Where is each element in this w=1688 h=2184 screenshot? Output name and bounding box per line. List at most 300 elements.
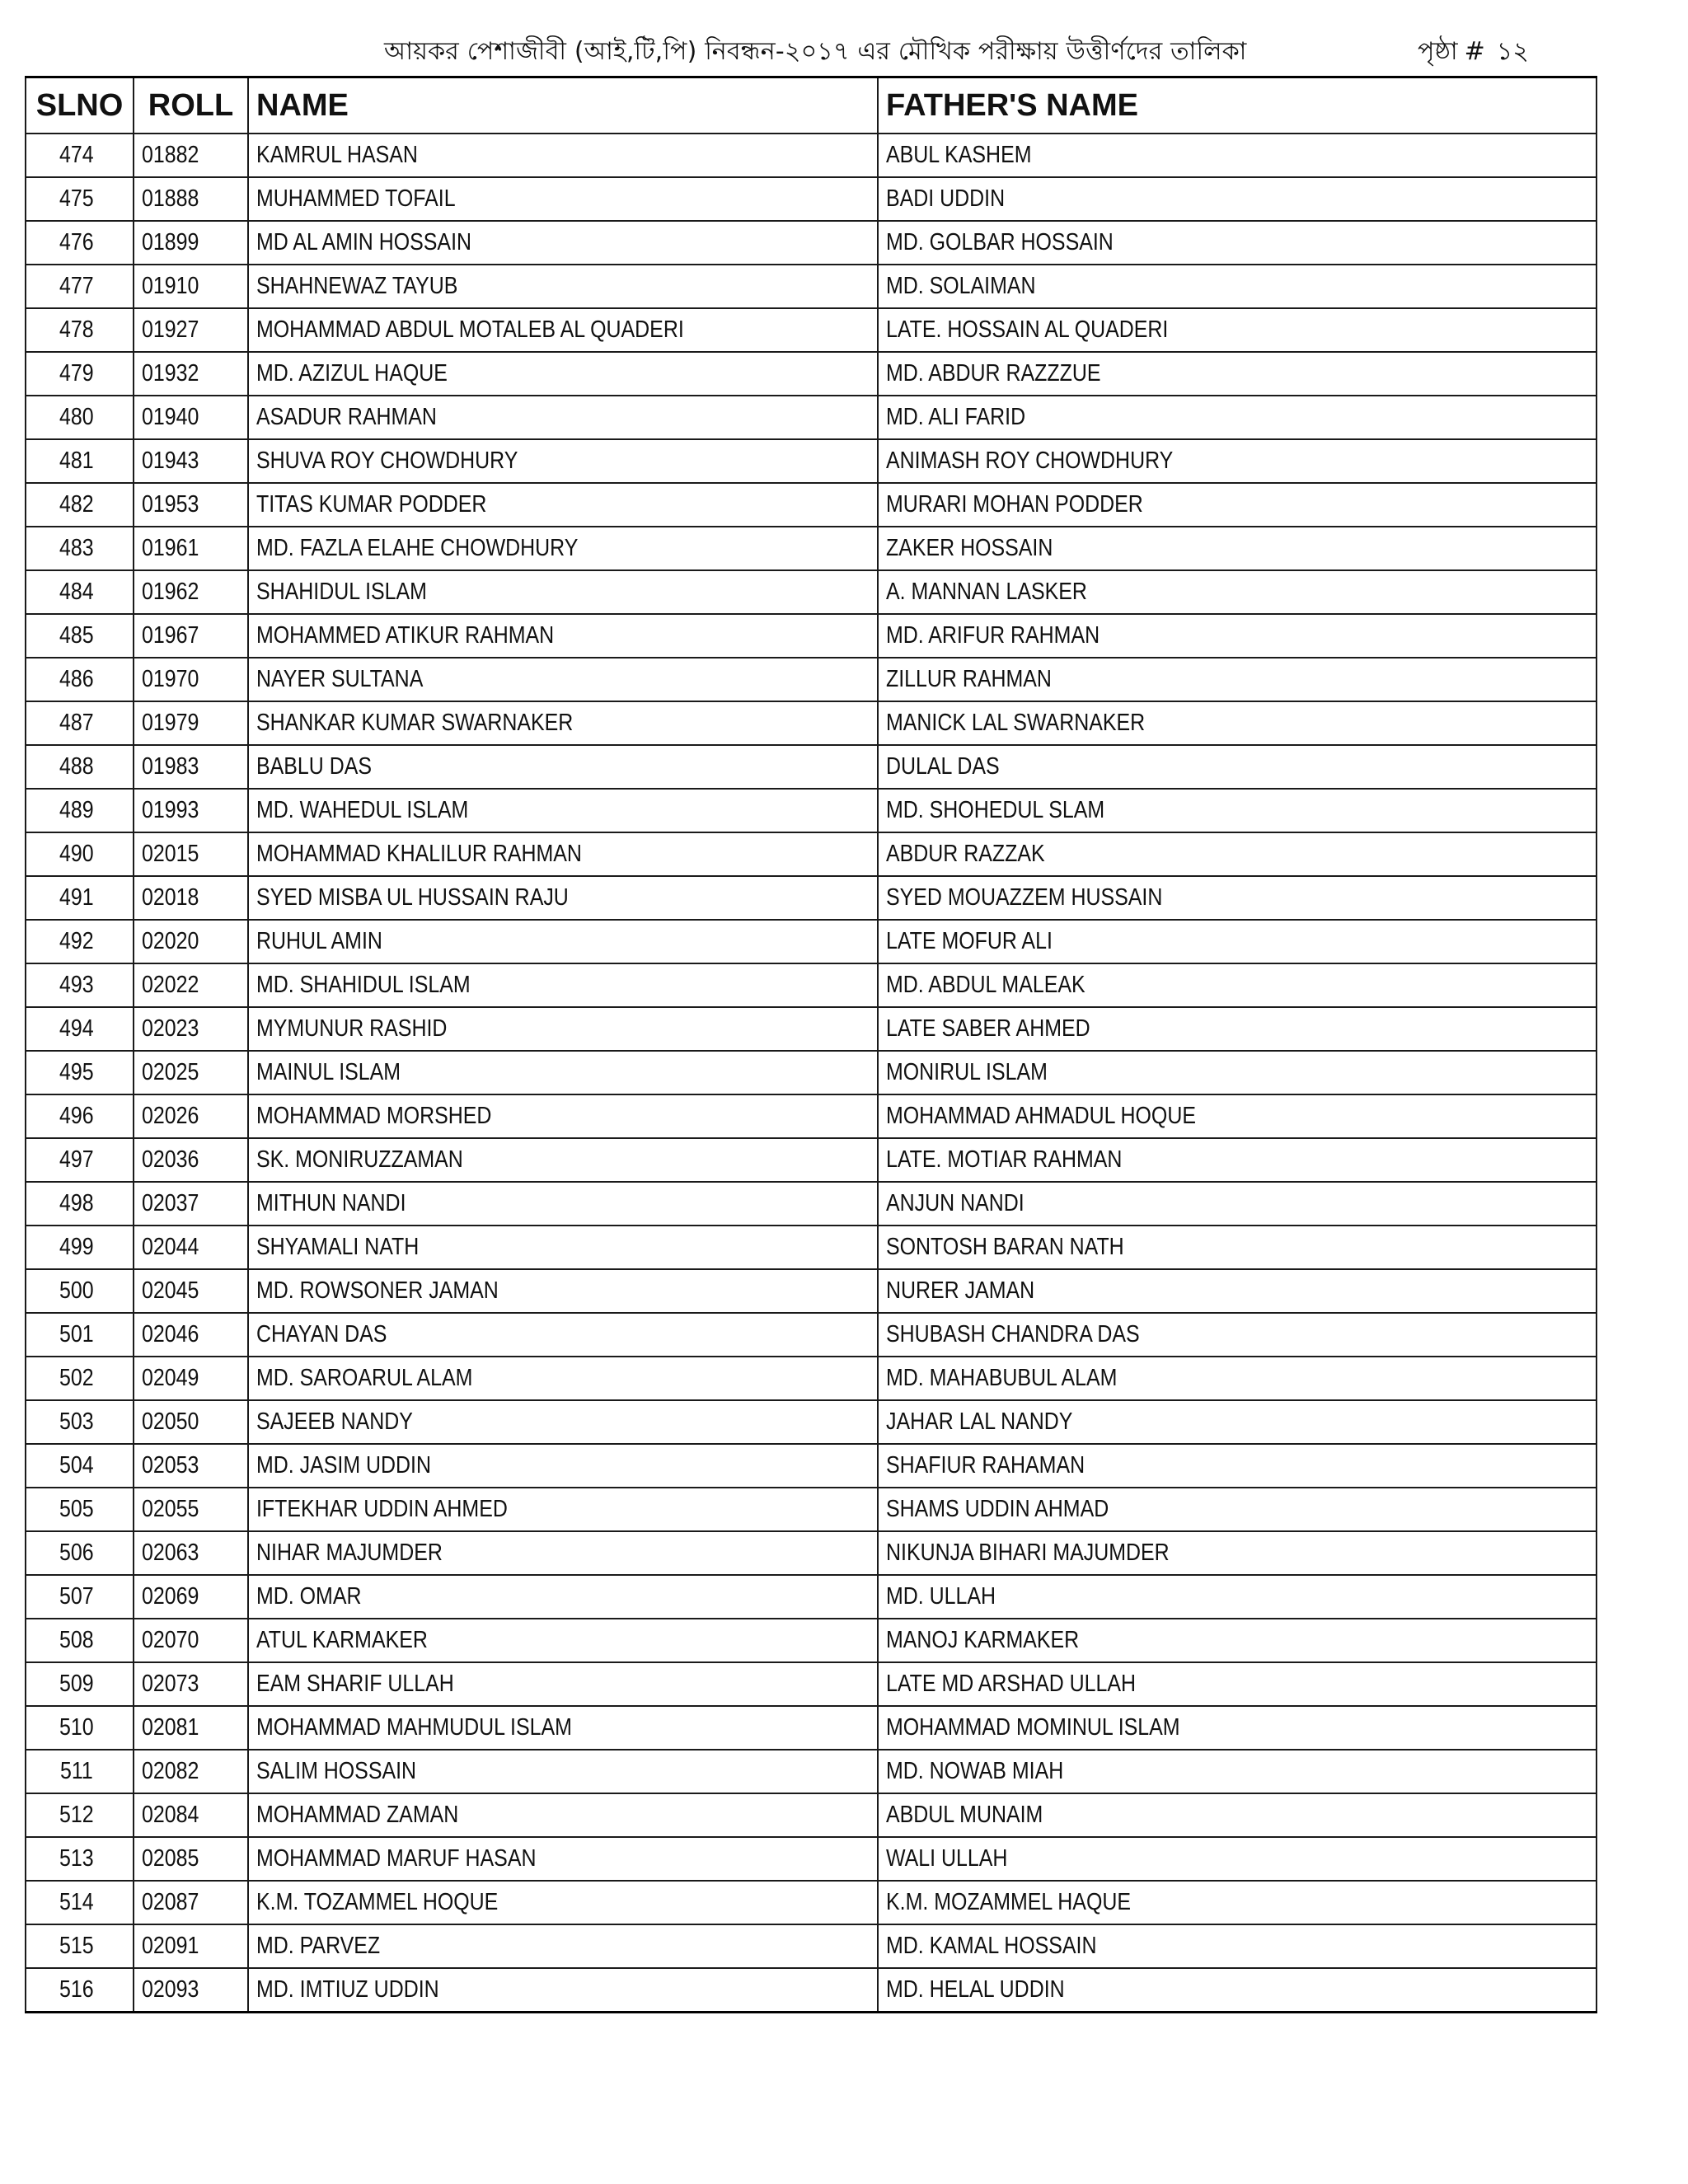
cell-fathers-name [878,963,1597,1007]
cell-fathers-name-text: MD. SHOHEDUL SLAM [886,797,1105,823]
page-number [1418,31,1529,73]
cell-slno-text: 509 [59,1671,94,1697]
cell-slno-text: 489 [59,797,94,823]
results-table [25,76,1597,2013]
cell-slno [26,1400,134,1444]
cell-roll [134,527,248,570]
cell-fathers-name [878,134,1597,177]
cell-roll-text: 02020 [142,928,199,954]
cell-roll [134,614,248,658]
cell-roll [134,352,248,396]
cell-roll-text: 01953 [142,491,199,518]
cell-slno [26,1531,134,1575]
cell-fathers-name-text: MONIRUL ISLAM [886,1059,1048,1085]
cell-name [248,658,878,701]
cell-fathers-name [878,1968,1597,2013]
cell-name [248,614,878,658]
cell-fathers-name-text: MD. ALI FARID [886,404,1026,430]
cell-slno-text: 477 [59,273,94,299]
cell-fathers-name-text: MD. SOLAIMAN [886,273,1036,299]
cell-fathers-name-text: SONTOSH BARAN NATH [886,1234,1124,1260]
cell-name [248,1531,878,1575]
cell-roll-text: 01993 [142,797,199,823]
cell-roll [134,1706,248,1750]
cell-slno-text: 504 [59,1452,94,1479]
cell-name-text: MOHAMMAD MAHMUDUL ISLAM [256,1714,572,1741]
cell-fathers-name-text: ABUL KASHEM [886,142,1032,168]
table-row [26,701,1597,745]
cell-slno-text: 516 [59,1976,94,2003]
table-row [26,1575,1597,1619]
cell-fathers-name [878,920,1597,963]
cell-roll-text: 01927 [142,316,199,343]
cell-roll [134,1226,248,1269]
table-row [26,570,1597,614]
cell-slno [26,614,134,658]
cell-fathers-name [878,1706,1597,1750]
cell-fathers-name-text: MD. ABDUR RAZZZUE [886,360,1101,387]
page-header [0,25,1688,74]
cell-name [248,876,878,920]
cell-name-text: BABLU DAS [256,753,373,780]
table-row [26,1662,1597,1706]
cell-slno [26,1662,134,1706]
cell-fathers-name-text: MD. ARIFUR RAHMAN [886,622,1100,649]
cell-fathers-name [878,527,1597,570]
cell-roll-text: 02045 [142,1277,199,1304]
cell-roll [134,1837,248,1881]
cell-slno [26,1357,134,1400]
table-row [26,1269,1597,1313]
table-row [26,396,1597,439]
cell-slno-text: 506 [59,1540,94,1566]
cell-name-text: MYMUNUR RASHID [256,1015,448,1042]
table-row [26,483,1597,527]
cell-fathers-name-text: NIKUNJA BIHARI MAJUMDER [886,1540,1170,1566]
cell-name [248,1793,878,1837]
cell-name [248,439,878,483]
cell-slno-text: 474 [59,142,94,168]
cell-roll-text: 02026 [142,1103,199,1129]
cell-name-text: SAJEEB NANDY [256,1408,413,1435]
cell-name-text: SK. MONIRUZZAMAN [256,1146,463,1173]
cell-roll-text: 02055 [142,1496,199,1522]
table-row [26,1531,1597,1575]
cell-slno-text: 493 [59,972,94,998]
cell-fathers-name [878,396,1597,439]
cell-name [248,920,878,963]
cell-name [248,745,878,789]
cell-fathers-name [878,1837,1597,1881]
cell-slno [26,177,134,221]
cell-name-text: EAM SHARIF ULLAH [256,1671,454,1697]
cell-roll-text: 02025 [142,1059,199,1085]
cell-name-text: NIHAR MAJUMDER [256,1540,443,1566]
cell-slno [26,1881,134,1924]
cell-slno [26,1444,134,1488]
table-row [26,134,1597,177]
cell-roll-text: 02049 [142,1365,199,1391]
page-title: আয়কর পেশাজীবী (আই,টি,পি) নিবন্ধন-২০১৭ এর মৌখিক পরীক্ষায় উত্তীর্ণদের তালিকা [384,37,1247,66]
table-row [26,963,1597,1007]
cell-name-text: MD. ROWSONER JAMAN [256,1277,499,1304]
table-row [26,1400,1597,1444]
column-header-roll: ROLL [134,77,248,134]
cell-fathers-name-text: A. MANNAN LASKER [886,579,1087,605]
cell-roll-text: 02018 [142,884,199,911]
table-row [26,1619,1597,1662]
table-row [26,1357,1597,1400]
cell-slno-text: 512 [59,1802,94,1828]
cell-roll [134,832,248,876]
cell-roll [134,876,248,920]
cell-roll [134,1400,248,1444]
cell-roll [134,265,248,308]
cell-slno [26,1182,134,1226]
cell-name-text: IFTEKHAR UDDIN AHMED [256,1496,508,1522]
cell-roll [134,177,248,221]
cell-slno [26,265,134,308]
cell-slno-text: 510 [59,1714,94,1741]
cell-roll [134,1357,248,1400]
cell-fathers-name-text: SHUBASH CHANDRA DAS [886,1321,1140,1347]
cell-roll-text: 01899 [142,229,199,255]
cell-slno [26,1226,134,1269]
cell-name-text: MD. AZIZUL HAQUE [256,360,448,387]
cell-slno [26,1051,134,1094]
cell-roll-text: 01961 [142,535,199,561]
table-row [26,920,1597,963]
cell-roll-text: 01932 [142,360,199,387]
cell-name [248,134,878,177]
table-row [26,1706,1597,1750]
cell-roll-text: 02022 [142,972,199,998]
cell-roll-text: 02081 [142,1714,199,1741]
cell-slno-text: 508 [59,1627,94,1653]
cell-fathers-name-text: MD. ABDUL MALEAK [886,972,1085,998]
cell-fathers-name [878,614,1597,658]
table-row [26,1051,1597,1094]
cell-roll [134,1968,248,2013]
cell-roll-text: 02069 [142,1583,199,1610]
cell-fathers-name [878,658,1597,701]
table-row [26,1313,1597,1357]
cell-slno [26,832,134,876]
cell-fathers-name-text: SHAMS UDDIN AHMAD [886,1496,1109,1522]
cell-slno-text: 500 [59,1277,94,1304]
cell-slno [26,439,134,483]
cell-fathers-name [878,352,1597,396]
cell-name [248,701,878,745]
cell-name [248,1706,878,1750]
column-header-name: NAME [248,77,878,134]
cell-slno-text: 483 [59,535,94,561]
table-row [26,1007,1597,1051]
cell-roll [134,221,248,265]
cell-slno [26,396,134,439]
cell-roll [134,658,248,701]
table-row [26,439,1597,483]
cell-fathers-name-text: LATE MD ARSHAD ULLAH [886,1671,1137,1697]
cell-name-text: MAINUL ISLAM [256,1059,401,1085]
cell-roll [134,1138,248,1182]
page-number-value: ১২ [1496,37,1529,66]
cell-fathers-name [878,1444,1597,1488]
cell-slno-text: 494 [59,1015,94,1042]
cell-name-text: MOHAMMAD ZAMAN [256,1802,459,1828]
cell-name-text: MOHAMMAD MARUF HASAN [256,1845,537,1872]
cell-roll [134,396,248,439]
cell-name-text: SHYAMALI NATH [256,1234,420,1260]
cell-fathers-name [878,876,1597,920]
cell-name [248,1662,878,1706]
cell-slno-text: 496 [59,1103,94,1129]
table-row [26,352,1597,396]
cell-roll [134,308,248,352]
cell-fathers-name [878,439,1597,483]
cell-name [248,789,878,832]
cell-roll-text: 02053 [142,1452,199,1479]
cell-roll-text: 02046 [142,1321,199,1347]
cell-slno [26,1837,134,1881]
cell-fathers-name [878,1619,1597,1662]
cell-name-text: SYED MISBA UL HUSSAIN RAJU [256,884,569,911]
cell-fathers-name-text: MURARI MOHAN PODDER [886,491,1143,518]
cell-slno-text: 499 [59,1234,94,1260]
cell-name-text: CHAYAN DAS [256,1321,387,1347]
cell-name-text: SALIM HOSSAIN [256,1758,417,1784]
cell-name-text: MD. SHAHIDUL ISLAM [256,972,471,998]
cell-roll [134,1313,248,1357]
cell-slno [26,1924,134,1968]
cell-roll [134,1488,248,1531]
cell-slno [26,1619,134,1662]
cell-name [248,1488,878,1531]
cell-name [248,1750,878,1793]
cell-fathers-name-text: MANOJ KARMAKER [886,1627,1080,1653]
cell-fathers-name-text: ANIMASH ROY CHOWDHURY [886,448,1174,474]
cell-name-text: MOHAMMAD ABDUL MOTALEB AL QUADERI [256,316,684,343]
cell-name-text: MOHAMMAD MORSHED [256,1103,492,1129]
cell-roll-text: 01962 [142,579,199,605]
cell-slno-text: 484 [59,579,94,605]
cell-slno-text: 480 [59,404,94,430]
cell-roll [134,1051,248,1094]
cell-roll-text: 02050 [142,1408,199,1435]
cell-slno-text: 492 [59,928,94,954]
cell-fathers-name [878,1357,1597,1400]
cell-fathers-name-text: LATE. HOSSAIN AL QUADERI [886,316,1169,343]
cell-fathers-name-text: NURER JAMAN [886,1277,1035,1304]
cell-name-text: KAMRUL HASAN [256,142,418,168]
cell-slno-text: 490 [59,841,94,867]
cell-slno-text: 511 [60,1758,94,1784]
table-row [26,177,1597,221]
cell-fathers-name-text: MD. ULLAH [886,1583,996,1610]
cell-name [248,1837,878,1881]
cell-roll [134,1444,248,1488]
table-header [26,77,1597,134]
cell-name-text: NAYER SULTANA [256,666,424,692]
cell-roll [134,745,248,789]
cell-roll-text: 01943 [142,448,199,474]
table-row [26,1488,1597,1531]
cell-slno [26,221,134,265]
cell-roll [134,701,248,745]
table-row [26,221,1597,265]
table-row [26,527,1597,570]
cell-roll-text: 02044 [142,1234,199,1260]
cell-name [248,1182,878,1226]
cell-slno-text: 479 [59,360,94,387]
cell-roll-text: 02037 [142,1190,199,1216]
cell-slno-text: 503 [59,1408,94,1435]
cell-name [248,527,878,570]
cell-fathers-name [878,1182,1597,1226]
cell-name [248,352,878,396]
cell-fathers-name-text: WALI ULLAH [886,1845,1008,1872]
cell-roll-text: 01967 [142,622,199,649]
cell-slno-text: 513 [59,1845,94,1872]
cell-name-text: MOHAMMED ATIKUR RAHMAN [256,622,555,649]
cell-name-text: ASADUR RAHMAN [256,404,437,430]
table-row [26,1182,1597,1226]
table-row [26,1968,1597,2013]
cell-slno-text: 488 [59,753,94,780]
cell-slno [26,1007,134,1051]
cell-roll [134,1269,248,1313]
cell-slno [26,308,134,352]
table-row [26,1924,1597,1968]
cell-name [248,1924,878,1968]
cell-slno-text: 482 [59,491,94,518]
cell-slno [26,1793,134,1837]
cell-roll [134,483,248,527]
cell-name [248,1094,878,1138]
cell-fathers-name [878,1793,1597,1837]
cell-slno [26,745,134,789]
cell-fathers-name-text: MOHAMMAD MOMINUL ISLAM [886,1714,1180,1741]
cell-slno-text: 507 [59,1583,94,1610]
cell-fathers-name-text: MD. MAHABUBUL ALAM [886,1365,1118,1391]
cell-fathers-name [878,701,1597,745]
cell-fathers-name [878,265,1597,308]
cell-roll [134,963,248,1007]
cell-fathers-name-text: MD. GOLBAR HOSSAIN [886,229,1114,255]
cell-fathers-name-text: LATE SABER AHMED [886,1015,1090,1042]
cell-roll [134,789,248,832]
cell-name-text: TITAS KUMAR PODDER [256,491,487,518]
cell-roll-text: 02063 [142,1540,199,1566]
cell-fathers-name [878,570,1597,614]
cell-name-text: MD. OMAR [256,1583,362,1610]
cell-roll-text: 02091 [142,1933,199,1959]
cell-slno [26,1575,134,1619]
cell-fathers-name [878,1531,1597,1575]
table-row [26,614,1597,658]
cell-roll [134,1793,248,1837]
cell-fathers-name [878,308,1597,352]
cell-name [248,396,878,439]
cell-roll [134,1924,248,1968]
table-row [26,1793,1597,1837]
cell-roll [134,1182,248,1226]
cell-roll [134,570,248,614]
cell-fathers-name-text: MOHAMMAD AHMADUL HOQUE [886,1103,1196,1129]
cell-fathers-name-text: DULAL DAS [886,753,1000,780]
cell-name [248,1968,878,2013]
table-row [26,1444,1597,1488]
cell-roll [134,1750,248,1793]
cell-fathers-name [878,1138,1597,1182]
cell-fathers-name-text: ZILLUR RAHMAN [886,666,1052,692]
cell-slno [26,920,134,963]
cell-fathers-name-text: MANICK LAL SWARNAKER [886,710,1146,736]
cell-slno-text: 515 [59,1933,94,1959]
cell-roll [134,1662,248,1706]
cell-fathers-name [878,832,1597,876]
table-row [26,308,1597,352]
cell-fathers-name [878,1051,1597,1094]
cell-fathers-name-text: ANJUN NANDI [886,1190,1025,1216]
cell-name-text: MD. SAROARUL ALAM [256,1365,473,1391]
cell-slno [26,789,134,832]
cell-fathers-name-text: LATE MOFUR ALI [886,928,1053,954]
cell-name [248,1357,878,1400]
cell-fathers-name [878,1269,1597,1313]
cell-slno [26,134,134,177]
cell-roll-text: 01940 [142,404,199,430]
cell-roll [134,1531,248,1575]
cell-slno [26,1968,134,2013]
cell-fathers-name [878,1924,1597,1968]
cell-roll-text: 02082 [142,1758,199,1784]
cell-fathers-name [878,1313,1597,1357]
cell-slno-text: 497 [59,1146,94,1173]
cell-fathers-name-text: BADI UDDIN [886,185,1006,212]
cell-roll-text: 01910 [142,273,199,299]
table-body [26,134,1597,2013]
cell-slno-text: 478 [59,316,94,343]
cell-fathers-name-text: MD. HELAL UDDIN [886,1976,1065,2003]
cell-slno-text: 475 [59,185,94,212]
cell-name-text: MD. FAZLA ELAHE CHOWDHURY [256,535,579,561]
cell-fathers-name-text: ZAKER HOSSAIN [886,535,1053,561]
cell-name [248,1444,878,1488]
cell-name [248,1269,878,1313]
cell-roll-text: 02023 [142,1015,199,1042]
cell-fathers-name [878,789,1597,832]
table-row [26,1094,1597,1138]
cell-slno-text: 487 [59,710,94,736]
cell-roll-text: 02073 [142,1671,199,1697]
cell-roll-text: 01979 [142,710,199,736]
page-number-label: পৃষ্ঠা [1418,37,1458,66]
cell-slno [26,527,134,570]
cell-name-text: SHAHNEWAZ TAYUB [256,273,458,299]
cell-slno-text: 486 [59,666,94,692]
cell-roll-text: 02015 [142,841,199,867]
cell-roll [134,1575,248,1619]
cell-roll [134,439,248,483]
cell-slno [26,963,134,1007]
cell-roll-text: 02070 [142,1627,199,1653]
table-row [26,265,1597,308]
cell-name-text: K.M. TOZAMMEL HOQUE [256,1889,499,1915]
cell-roll [134,1619,248,1662]
cell-name-text: ATUL KARMAKER [256,1627,428,1653]
cell-fathers-name-text: LATE. MOTIAR RAHMAN [886,1146,1123,1173]
